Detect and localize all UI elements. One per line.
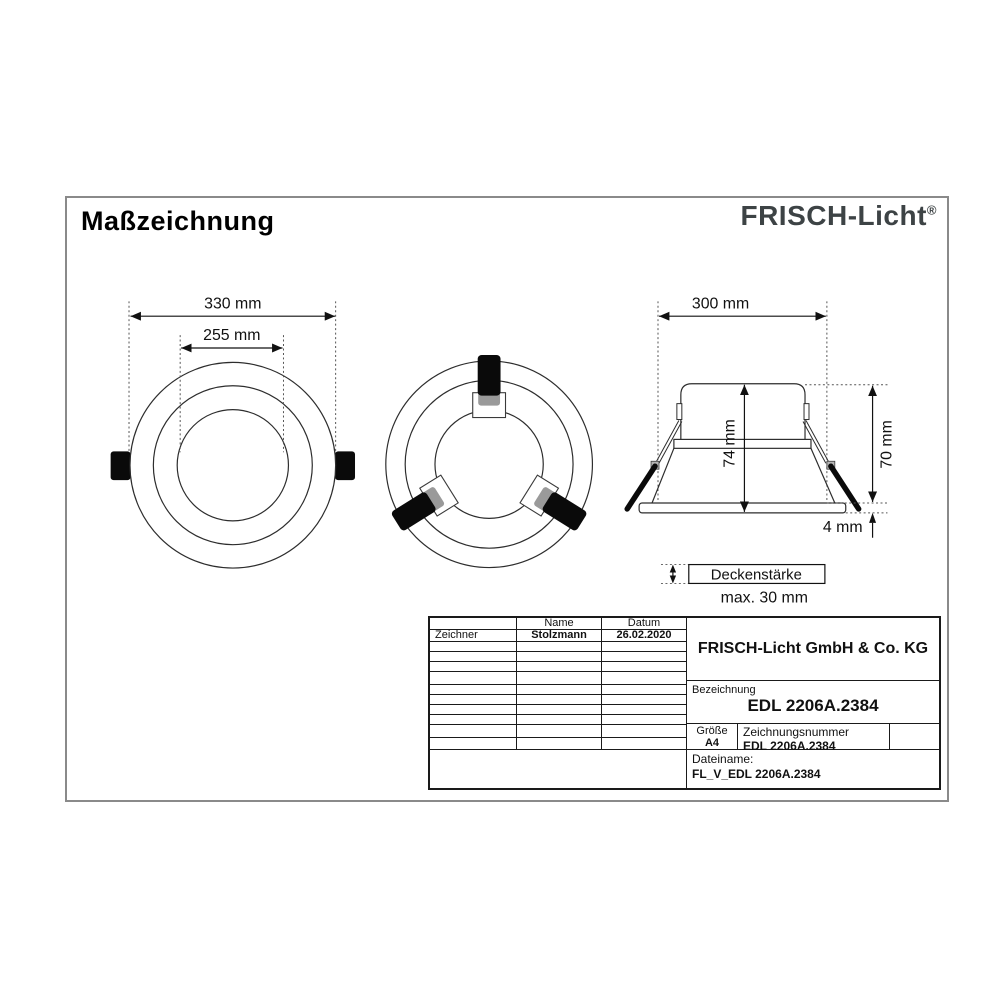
table-row	[430, 642, 686, 652]
bracket-right	[804, 404, 809, 420]
size-cell	[687, 724, 738, 749]
dim-label-300: 300 mm	[691, 295, 750, 313]
designation-section	[687, 681, 939, 724]
title-block	[428, 616, 941, 790]
ceiling-max-label: max. 30 mm	[720, 589, 808, 607]
dim-label-70: 70 mm	[878, 420, 896, 469]
title-block-info	[686, 618, 939, 788]
outer-ring	[130, 362, 336, 568]
ceiling-label: Deckenstärke	[710, 567, 802, 584]
drawn-by-name: Stolzmann	[517, 630, 602, 641]
title-block-grid	[430, 618, 686, 788]
table-row	[430, 630, 686, 642]
flange	[674, 439, 811, 448]
table-row	[430, 725, 686, 738]
drawn-by-role: Zeichner	[430, 630, 517, 641]
empty-cell	[890, 724, 939, 749]
table-row	[430, 685, 686, 695]
table-row	[430, 618, 686, 630]
registered-trademark-icon: ®	[926, 202, 937, 218]
table-row	[430, 738, 686, 750]
size-label: Größe	[696, 725, 728, 737]
rear-view	[386, 355, 593, 568]
dim-label-4: 4 mm	[822, 518, 863, 536]
reflector-cone-right	[811, 448, 835, 503]
filename-value: FL_V_EDL 2206A.2384	[692, 767, 821, 781]
company-name: FRISCH-Licht GmbH & Co. KG	[687, 618, 939, 681]
front-view	[111, 295, 355, 568]
arrow-down-icon	[670, 575, 676, 583]
mounting-tab-right	[335, 451, 355, 480]
notes-cell	[430, 750, 686, 787]
section-view	[627, 295, 895, 537]
col-header-date: Datum	[627, 618, 661, 629]
dim-label-74: 74 mm	[721, 419, 739, 468]
drawing-number-cell	[738, 724, 890, 753]
table-row	[430, 662, 686, 672]
arrow-up-icon	[670, 565, 676, 573]
driver-housing	[681, 384, 805, 440]
size-section	[687, 724, 939, 753]
designation-value: EDL 2206A.2384	[747, 696, 879, 715]
trim-ring	[639, 503, 846, 513]
brand-name: FRISCH-Licht	[740, 200, 927, 231]
table-row	[430, 672, 686, 685]
dim-label-330: 330 mm	[204, 295, 262, 313]
mounting-tab-left	[111, 451, 131, 480]
drawing-number-label: Zeichnungsnummer	[743, 725, 850, 739]
clip-arm-black	[478, 355, 501, 396]
dim-label-255: 255 mm	[203, 327, 261, 345]
table-row	[430, 715, 686, 725]
arrow-up-icon	[869, 513, 876, 523]
table-row	[430, 705, 686, 715]
drawing-sheet	[65, 196, 949, 802]
table-row	[430, 652, 686, 662]
page-title: Maßzeichnung	[81, 206, 275, 236]
cell-empty	[430, 618, 517, 629]
size-value: A4	[704, 737, 720, 749]
table-row	[430, 695, 686, 705]
drawing-number-value: EDL 2206A.2384	[743, 739, 836, 753]
filename-label: Dateiname:	[692, 752, 754, 766]
designation-label: Bezeichnung	[692, 684, 756, 696]
bracket-left	[677, 404, 682, 420]
ceiling-thickness-note	[661, 565, 825, 607]
col-header-name: Name	[517, 618, 602, 629]
filename-section	[687, 750, 939, 788]
drawn-by-date: 26.02.2020	[616, 630, 672, 641]
